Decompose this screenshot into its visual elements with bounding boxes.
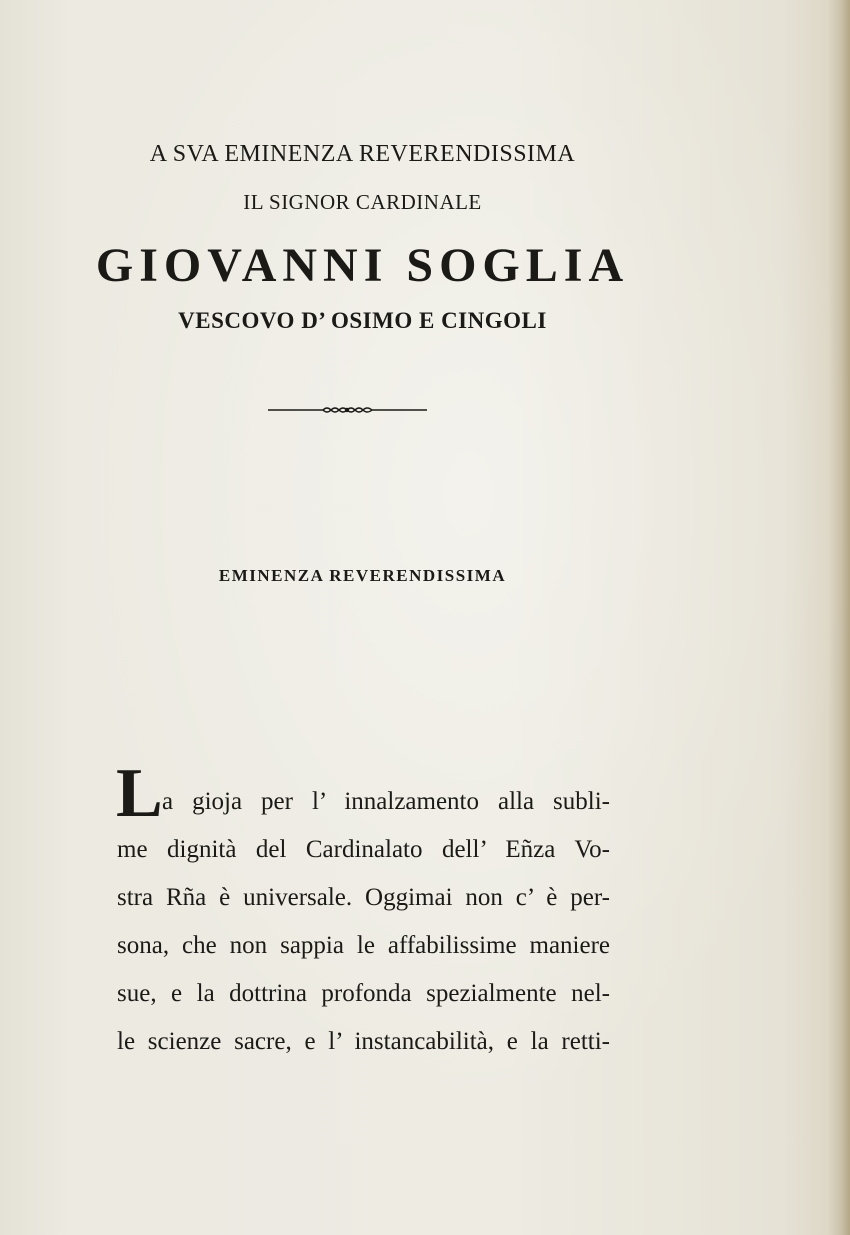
page-edge (828, 0, 850, 1235)
dedicatee-name: GIOVANNI SOGLIA (95, 239, 630, 292)
show-through-text (90, 130, 650, 750)
body-line: le scienze sacre, e l’ instancabilità, e la retti- (117, 1028, 610, 1055)
dedication-line-4: VESCOVO D’ OSIMO E CINGOLI (178, 308, 547, 333)
salutation: EMINENZA REVERENDISSIMA (218, 566, 507, 585)
dedication-line-1: A SVA EMINENZA REVERENDISSIMA (149, 141, 576, 167)
body-line: stra Rña è universale. Oggimai non c’ è per- (117, 884, 610, 911)
body-line: a gioja per l’ innalzamento alla subli- (162, 788, 610, 815)
dedication-line-2: IL SIGNOR CARDINALE (243, 190, 482, 214)
body-line: sona, che non sappia le affabilissime maniere (117, 932, 610, 959)
body-line: me dignità del Cardinalato dell’ Eñza Vo- (117, 836, 610, 863)
ornament-divider (265, 400, 430, 420)
body-line: sue, e la dottrina profonda spezialmente nel- (117, 980, 610, 1007)
drop-cap: L (116, 755, 163, 832)
